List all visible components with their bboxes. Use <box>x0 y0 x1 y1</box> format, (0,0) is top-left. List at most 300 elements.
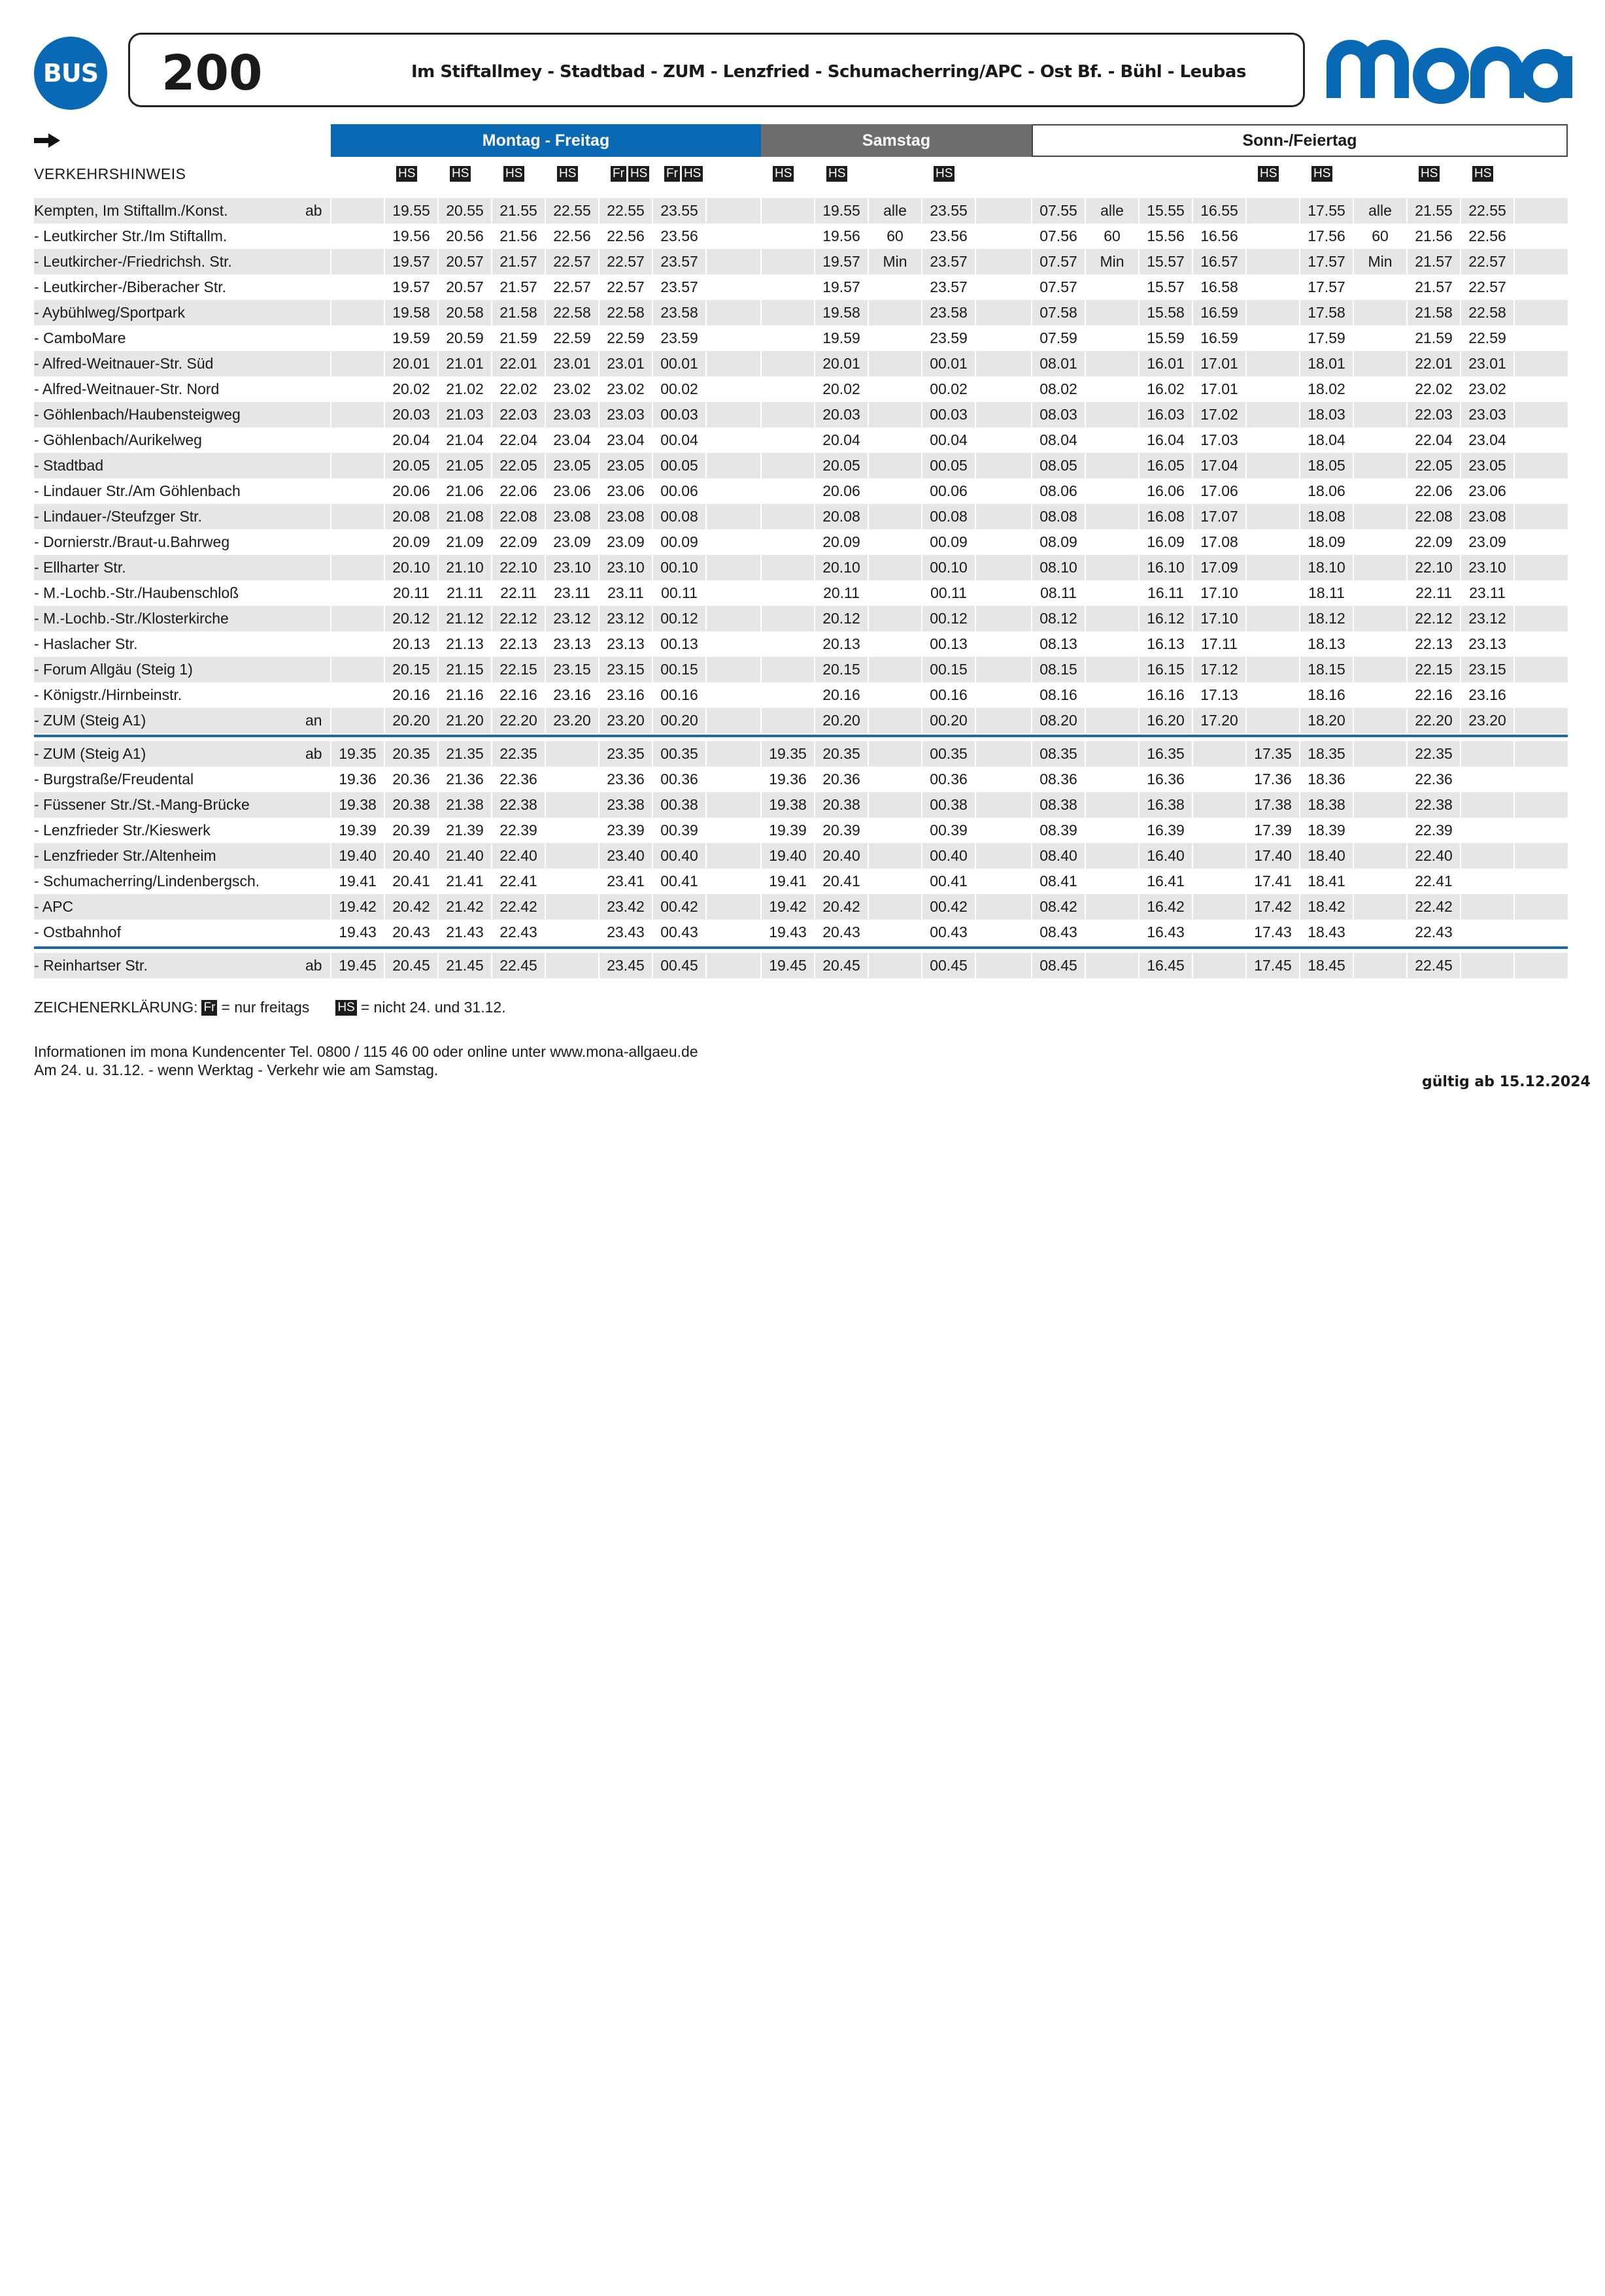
table-row <box>34 869 1568 894</box>
time-cell <box>1353 843 1407 869</box>
time-cell: 21.58 <box>1415 304 1453 321</box>
time-cell <box>868 818 922 843</box>
time-cell: 00.12 <box>660 610 698 627</box>
time-cell <box>761 376 815 402</box>
time-cell: 20.11 <box>393 584 430 601</box>
time-cell: 16.58 <box>1200 278 1238 295</box>
time-cell <box>1085 869 1139 894</box>
time-cell: 16.11 <box>1147 584 1184 601</box>
time-cell: 22.41 <box>499 873 537 890</box>
time-cell <box>868 894 922 920</box>
time-cell: 20.15 <box>822 661 860 678</box>
note-cell <box>773 166 794 182</box>
time-cell <box>1246 275 1300 300</box>
time-cell <box>1514 741 1568 767</box>
time-cell: 19.57 <box>392 253 430 270</box>
time-cell: 19.39 <box>769 822 807 839</box>
table-row <box>34 920 1568 945</box>
time-cell: 16.16 <box>1147 686 1185 703</box>
time-cell: 20.12 <box>822 610 860 627</box>
time-cell <box>761 682 815 708</box>
info-line-2: Am 24. u. 31.12. - wenn Werktag - Verkehr wie am Samstag. <box>34 1061 439 1078</box>
time-cell: 23.13 <box>553 635 591 652</box>
table-row <box>34 580 1568 606</box>
time-cell <box>1514 529 1568 555</box>
time-cell <box>1353 792 1407 818</box>
time-cell: 08.15 <box>1039 661 1077 678</box>
time-cell: 60 <box>887 227 904 244</box>
time-cell <box>331 478 384 504</box>
time-cell: 23.08 <box>607 508 645 525</box>
time-cell: 22.57 <box>607 253 645 270</box>
time-cell: 17.10 <box>1200 584 1238 601</box>
time-cell <box>868 741 922 767</box>
time-cell: 20.43 <box>822 923 860 940</box>
time-cell <box>1246 504 1300 529</box>
time-cell <box>1514 351 1568 376</box>
time-cell: 17.40 <box>1254 847 1292 864</box>
time-cell: 19.41 <box>769 873 807 890</box>
time-cell: 20.45 <box>392 957 430 974</box>
time-cell: 19.56 <box>392 227 430 244</box>
time-cell: 00.01 <box>930 355 968 372</box>
time-cell: 18.03 <box>1308 406 1345 423</box>
time-cell <box>1353 657 1407 682</box>
time-cell: 22.04 <box>1415 431 1453 448</box>
time-cell: 20.35 <box>822 745 860 762</box>
arrival-departure-mark: ab <box>305 202 322 219</box>
time-cell: 20.16 <box>392 686 430 703</box>
time-cell: 20.06 <box>822 482 860 499</box>
time-cell <box>1085 767 1139 792</box>
time-cell: 22.02 <box>1415 380 1453 397</box>
time-cell <box>545 792 599 818</box>
time-cell <box>1085 275 1139 300</box>
time-cell: 07.59 <box>1039 329 1077 346</box>
time-cell <box>331 529 384 555</box>
time-cell <box>761 606 815 631</box>
time-cell <box>545 869 599 894</box>
time-cell <box>545 767 599 792</box>
time-cell <box>868 300 922 325</box>
time-cell: 18.35 <box>1308 745 1345 762</box>
hs-tag: HS <box>773 166 794 182</box>
time-cell: 23.03 <box>553 406 591 423</box>
time-cell: 22.35 <box>1415 745 1453 762</box>
time-cell: 08.39 <box>1039 822 1077 839</box>
time-cell <box>1514 869 1568 894</box>
time-cell: 18.38 <box>1308 796 1345 813</box>
time-cell: 23.40 <box>607 847 645 864</box>
time-cell <box>1192 818 1246 843</box>
time-cell <box>1514 894 1568 920</box>
note-cell <box>1258 166 1279 182</box>
time-cell <box>1353 631 1407 657</box>
time-cell: 08.01 <box>1039 355 1077 372</box>
time-cell: 20.59 <box>446 329 484 346</box>
time-cell: 19.55 <box>822 202 860 219</box>
time-cell: 16.03 <box>1147 406 1185 423</box>
time-cell <box>868 376 922 402</box>
time-cell: 08.03 <box>1039 406 1077 423</box>
time-cell: 00.42 <box>930 898 968 915</box>
time-cell: 20.56 <box>446 227 484 244</box>
time-cell: 17.56 <box>1308 227 1345 244</box>
time-cell: 00.36 <box>930 771 968 788</box>
time-cell: 18.04 <box>1308 431 1345 448</box>
time-cell <box>1246 351 1300 376</box>
time-cell: 20.04 <box>392 431 430 448</box>
time-cell <box>1085 453 1139 478</box>
time-cell: 22.39 <box>499 822 537 839</box>
time-cell: 22.43 <box>1415 923 1453 940</box>
time-cell: 16.10 <box>1147 559 1185 576</box>
time-cell <box>1192 894 1246 920</box>
time-cell: 22.09 <box>499 533 537 550</box>
time-cell: 23.11 <box>607 584 644 601</box>
time-cell: 16.04 <box>1147 431 1185 448</box>
time-cell: 21.06 <box>446 482 484 499</box>
route-header-box <box>128 33 1305 107</box>
time-cell <box>1192 843 1246 869</box>
time-cell <box>868 453 922 478</box>
time-cell: 20.20 <box>822 712 860 729</box>
time-cell <box>331 682 384 708</box>
time-cell <box>975 631 1029 657</box>
time-cell <box>868 529 922 555</box>
time-cell: 22.55 <box>607 202 645 219</box>
time-cell <box>1192 792 1246 818</box>
time-cell <box>331 657 384 682</box>
time-cell: 20.10 <box>822 559 860 576</box>
time-cell: 21.35 <box>446 745 484 762</box>
time-cell <box>1246 453 1300 478</box>
time-cell <box>1085 376 1139 402</box>
time-cell: 21.09 <box>446 533 484 550</box>
legend-hs-text: = nicht 24. und 31.12. <box>360 999 506 1016</box>
note-cell <box>664 166 703 182</box>
time-cell <box>868 869 922 894</box>
hs-tag: HS <box>450 166 471 182</box>
time-cell <box>975 427 1029 453</box>
day-header-saturday: Samstag <box>761 124 1032 157</box>
time-cell: 00.36 <box>660 771 698 788</box>
time-cell: 23.01 <box>1468 355 1506 372</box>
time-cell <box>868 402 922 427</box>
time-cell: 21.43 <box>446 923 484 940</box>
time-cell: 00.41 <box>660 873 698 890</box>
time-cell: 21.45 <box>446 957 484 974</box>
time-cell: 22.56 <box>1468 227 1506 244</box>
time-cell <box>545 741 599 767</box>
time-cell: 20.43 <box>392 923 430 940</box>
time-cell: 00.16 <box>930 686 968 703</box>
time-cell <box>706 894 760 920</box>
time-cell: 18.15 <box>1308 661 1345 678</box>
time-cell <box>1246 580 1300 606</box>
table-row <box>34 792 1568 818</box>
table-row <box>34 843 1568 869</box>
time-cell: 08.11 <box>1040 584 1077 601</box>
time-cell: 20.35 <box>392 745 430 762</box>
time-cell: 21.16 <box>446 686 484 703</box>
time-cell: alle <box>883 202 907 219</box>
time-cell: 15.56 <box>1147 227 1185 244</box>
time-cell: 00.11 <box>930 584 967 601</box>
time-cell <box>868 504 922 529</box>
time-cell <box>1085 920 1139 945</box>
table-row <box>34 657 1568 682</box>
time-cell: 00.09 <box>660 533 698 550</box>
legend <box>34 999 506 1016</box>
mona-logo <box>1325 33 1573 105</box>
time-cell <box>1085 953 1139 978</box>
time-cell <box>975 300 1029 325</box>
time-cell: 22.35 <box>499 745 537 762</box>
time-cell <box>706 682 760 708</box>
time-cell <box>706 657 760 682</box>
time-cell: 20.02 <box>392 380 430 397</box>
time-cell: 07.57 <box>1039 253 1077 270</box>
time-cell: 22.10 <box>1415 559 1453 576</box>
time-cell <box>761 580 815 606</box>
time-cell: 21.42 <box>446 898 484 915</box>
time-cell: 23.09 <box>1468 533 1506 550</box>
time-cell: 60 <box>1104 227 1121 244</box>
time-cell: 22.58 <box>553 304 591 321</box>
note-cell <box>826 166 847 182</box>
day-header-sunday: Sonn-/Feiertag <box>1032 124 1568 157</box>
time-cell: 00.41 <box>930 873 968 890</box>
time-cell: 00.42 <box>660 898 698 915</box>
time-cell <box>975 657 1029 682</box>
time-cell: 21.59 <box>1415 329 1453 346</box>
time-cell: 18.45 <box>1308 957 1345 974</box>
time-cell: 00.43 <box>930 923 968 940</box>
hs-tag: HS <box>1311 166 1332 182</box>
time-cell: 17.01 <box>1200 380 1238 397</box>
time-cell: 17.41 <box>1254 873 1292 890</box>
time-cell <box>975 606 1029 631</box>
time-cell <box>706 708 760 733</box>
section-divider <box>34 946 1568 949</box>
table-row <box>34 198 1568 224</box>
time-cell <box>1514 767 1568 792</box>
time-cell: 17.38 <box>1254 796 1292 813</box>
time-cell: 20.20 <box>392 712 430 729</box>
time-cell: 20.41 <box>392 873 430 890</box>
time-cell <box>761 631 815 657</box>
table-row <box>34 606 1568 631</box>
time-cell <box>1514 198 1568 224</box>
time-cell: 16.09 <box>1147 533 1185 550</box>
stop-name: - Lenzfrieder Str./Altenheim <box>34 847 216 864</box>
time-cell <box>1085 504 1139 529</box>
time-cell <box>1246 325 1300 351</box>
time-cell: 16.15 <box>1147 661 1185 678</box>
time-cell: 22.36 <box>1415 771 1453 788</box>
time-cell: 17.55 <box>1308 202 1345 219</box>
stop-name: - Lindauer-/Steufzger Str. <box>34 508 202 525</box>
time-cell <box>1514 580 1568 606</box>
time-cell: 16.05 <box>1147 457 1185 474</box>
stop-name: - Leutkircher Str./Im Stiftallm. <box>34 227 228 244</box>
stop-name: - Ellharter Str. <box>34 559 126 576</box>
stop-name: - Füssener Str./St.-Mang-Brücke <box>34 796 250 813</box>
time-cell: 23.01 <box>607 355 645 372</box>
time-cell: 23.57 <box>930 278 968 295</box>
time-cell: 17.20 <box>1200 712 1238 729</box>
time-cell: 23.41 <box>607 873 645 890</box>
time-cell <box>706 869 760 894</box>
time-cell <box>1246 682 1300 708</box>
time-cell <box>1085 427 1139 453</box>
time-cell: 22.41 <box>1415 873 1453 890</box>
time-cell: 23.10 <box>1468 559 1506 576</box>
time-cell: 00.40 <box>930 847 968 864</box>
time-cell <box>1353 708 1407 733</box>
time-cell: 00.39 <box>930 822 968 839</box>
arrow-right-icon <box>34 133 60 148</box>
time-cell: 19.41 <box>339 873 377 890</box>
stop-name: - Lenzfrieder Str./Kieswerk <box>34 822 211 839</box>
time-cell: 16.45 <box>1147 957 1185 974</box>
time-cell <box>975 741 1029 767</box>
time-cell: 08.16 <box>1039 686 1077 703</box>
time-cell <box>1353 325 1407 351</box>
time-cell: 22.15 <box>499 661 537 678</box>
stop-name: - Ostbahnhof <box>34 923 121 940</box>
time-cell: 20.42 <box>822 898 860 915</box>
stop-name: - APC <box>34 898 74 915</box>
time-cell <box>1085 351 1139 376</box>
time-cell <box>975 376 1029 402</box>
time-cell <box>1246 657 1300 682</box>
time-cell: 22.06 <box>499 482 537 499</box>
stop-name: Kempten, Im Stiftallm./Konst. <box>34 202 228 219</box>
time-cell: 22.03 <box>499 406 537 423</box>
time-cell: 20.55 <box>446 202 484 219</box>
time-cell: 23.45 <box>607 957 645 974</box>
time-cell: 19.40 <box>769 847 807 864</box>
time-cell: 19.35 <box>769 745 807 762</box>
time-cell <box>706 606 760 631</box>
time-cell: 23.57 <box>930 253 968 270</box>
time-cell: 23.03 <box>607 406 645 423</box>
time-cell: 22.06 <box>1415 482 1453 499</box>
time-cell <box>331 224 384 249</box>
time-cell: 21.57 <box>1415 253 1453 270</box>
time-cell: 23.08 <box>1468 508 1506 525</box>
time-cell: 21.38 <box>446 796 484 813</box>
time-cell <box>975 224 1029 249</box>
time-cell <box>1514 843 1568 869</box>
time-cell: 23.16 <box>1468 686 1506 703</box>
time-cell: 23.56 <box>660 227 698 244</box>
time-cell: 23.11 <box>1469 584 1506 601</box>
time-cell <box>1514 682 1568 708</box>
day-header-weekday: Montag - Freitag <box>331 124 761 157</box>
validity-date: gültig ab 15.12.2024 <box>1422 1074 1591 1090</box>
time-cell <box>1353 953 1407 978</box>
time-cell: 16.57 <box>1200 253 1238 270</box>
time-cell: 00.09 <box>930 533 968 550</box>
time-cell: 08.08 <box>1039 508 1077 525</box>
time-cell <box>868 580 922 606</box>
time-cell: 07.56 <box>1039 227 1077 244</box>
time-cell <box>975 792 1029 818</box>
time-cell <box>761 300 815 325</box>
time-cell: 23.58 <box>660 304 698 321</box>
time-cell <box>975 198 1029 224</box>
time-cell <box>1246 300 1300 325</box>
time-cell: 23.09 <box>607 533 645 550</box>
section-divider <box>34 735 1568 737</box>
time-cell: 19.40 <box>339 847 377 864</box>
time-cell: 23.04 <box>607 431 645 448</box>
time-cell <box>761 198 815 224</box>
time-cell <box>706 478 760 504</box>
time-cell <box>545 818 599 843</box>
time-cell <box>1085 300 1139 325</box>
hs-tag: HS <box>335 1000 356 1016</box>
stop-name: - Schumacherring/Lindenbergsch. <box>34 873 260 890</box>
time-cell: 23.04 <box>1468 431 1506 448</box>
time-cell: 00.11 <box>661 584 698 601</box>
time-cell: 16.55 <box>1200 202 1238 219</box>
time-cell: 16.35 <box>1147 745 1185 762</box>
time-cell: 22.05 <box>499 457 537 474</box>
time-cell: 22.01 <box>499 355 537 372</box>
time-cell: 22.08 <box>1415 508 1453 525</box>
time-cell: 08.38 <box>1039 796 1077 813</box>
time-cell <box>1085 580 1139 606</box>
time-cell: 20.13 <box>822 635 860 652</box>
time-cell: 19.36 <box>339 771 377 788</box>
time-cell <box>761 427 815 453</box>
time-cell: 23.20 <box>1468 712 1506 729</box>
time-cell: 00.06 <box>660 482 698 499</box>
time-cell <box>706 843 760 869</box>
table-row <box>34 478 1568 504</box>
time-cell <box>1246 555 1300 580</box>
time-cell <box>975 894 1029 920</box>
time-cell <box>761 657 815 682</box>
table-row <box>34 402 1568 427</box>
time-cell <box>761 529 815 555</box>
hs-tag: HS <box>1258 166 1279 182</box>
time-cell: 00.03 <box>660 406 698 423</box>
time-cell <box>975 767 1029 792</box>
time-cell: 08.09 <box>1039 533 1077 550</box>
time-cell: 20.12 <box>392 610 430 627</box>
time-cell: 23.09 <box>553 533 591 550</box>
line-number: 200 <box>161 45 263 101</box>
time-cell <box>1514 606 1568 631</box>
time-cell: 22.45 <box>1415 957 1453 974</box>
time-cell: 18.02 <box>1308 380 1345 397</box>
time-cell: 19.56 <box>822 227 860 244</box>
time-cell <box>1461 869 1514 894</box>
time-cell: 22.11 <box>500 584 537 601</box>
time-cell <box>1085 682 1139 708</box>
time-cell: 00.43 <box>660 923 698 940</box>
time-cell: 18.40 <box>1308 847 1345 864</box>
time-cell: 00.06 <box>930 482 968 499</box>
time-cell: 00.40 <box>660 847 698 864</box>
time-cell <box>706 555 760 580</box>
time-cell: 22.55 <box>553 202 591 219</box>
